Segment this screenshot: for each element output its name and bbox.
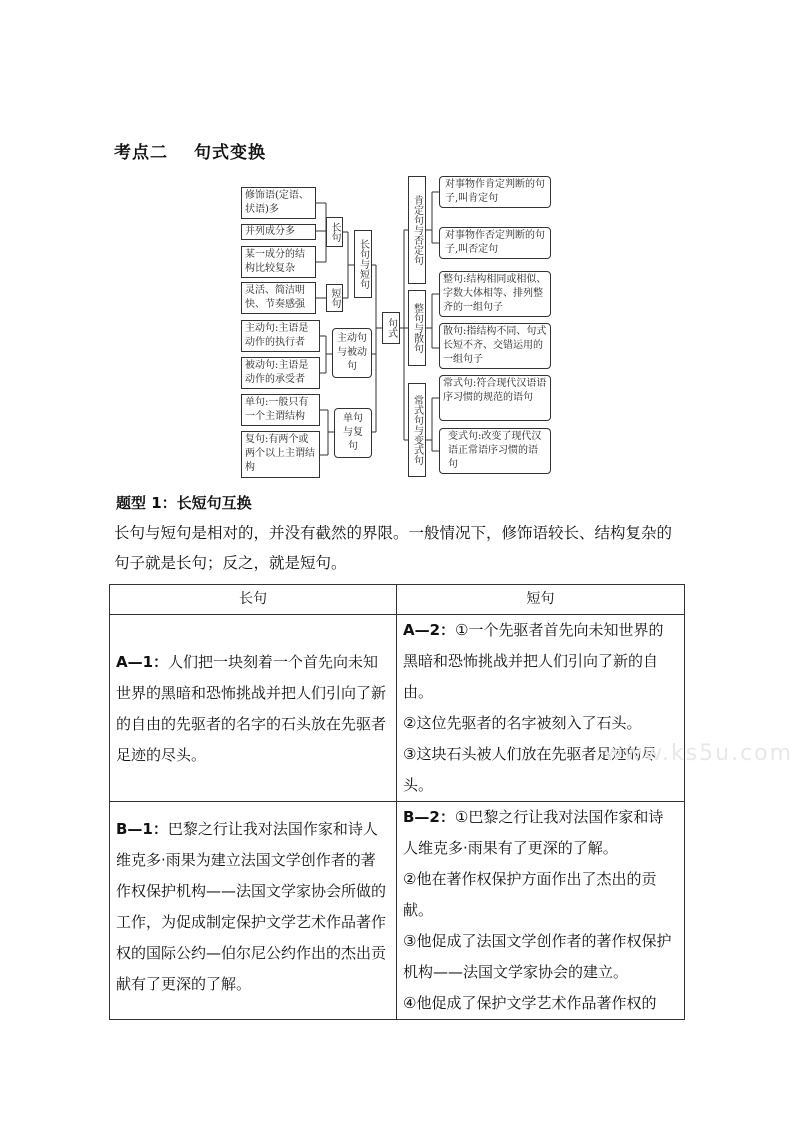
leaf-simple-sentence: 单句:一般只有一个主谓结构 — [241, 394, 320, 426]
branch-regular-loose: 整句与散句 — [408, 290, 426, 366]
leaf-loose-sentences: 散句:指结构不同、句式长短不齐、交错运用的一组句子 — [439, 323, 551, 369]
branch-active-passive: 主动句与被动句 — [332, 328, 372, 378]
cell-long-b: B—1：巴黎之行让我对法国作家和诗人维克多·雨果为建立法国文学创作者的著作权保护机构——法国文学家协会所做的工作，为促成制定保护文学艺术作品著作权的国际公约—伯尔尼公约作出的杰出贡献有了更深的了解。 — [110, 802, 397, 1020]
node-root-sentence-pattern: 句式 — [382, 312, 400, 344]
node-long-sentence: 长句 — [326, 217, 343, 247]
leaf-parallel: 并列成分多 — [241, 224, 316, 240]
leaf-inverted-order: 变式句:改变了现代汉语正常语序习惯的语句 — [439, 428, 551, 474]
branch-long-short: 长句与短句 — [354, 230, 372, 298]
leaf-complex-structure: 某一成分的结构比较复杂 — [241, 246, 316, 278]
question-type-title: 题型 1：长短句互换 — [116, 494, 252, 512]
leaf-modifier: 修饰语(定语、状语)多 — [241, 187, 316, 219]
cell-long-a: A—1：人们把一块刻着一个首先向未知世界的黑暗和恐怖挑战并把人们引向了新的自由的先驱者的名字的石头放在先驱者足迹的尽头。 — [110, 615, 397, 802]
intro-paragraph: 长句与短句是相对的，并没有截然的界限。一般情况下，修饰语较长、结构复杂的句子就是长句；反之，就是短句。 — [114, 524, 673, 572]
leaf-affirmative: 对事物作肯定判断的句子,叫肯定句 — [439, 176, 551, 208]
table-header-row — [110, 585, 685, 615]
leaf-passive: 被动句:主语是动作的承受者 — [241, 357, 320, 389]
leaf-active: 主动句:主语是动作的执行者 — [241, 320, 320, 352]
sentence-pattern-diagram — [236, 170, 562, 482]
header-long: 长句 — [110, 585, 397, 615]
leaf-short-features: 灵活、简洁明快、节奏感强 — [241, 282, 316, 314]
cell-short-b: B—2：①巴黎之行让我对法国作家和诗人维克多·雨果有了更深的了解。 ②他在著作权保护方面作出了杰出的贡献。 ③他促成了法国文学创作者的著作权保护机构——法国文学家协会的建立。 ④他促成了保护文学艺术作品著作权的 — [397, 802, 685, 1020]
branch-simple-compound: 单句与复句 — [334, 408, 372, 458]
leaf-compound-sentence: 复句:有两个或两个以上主谓结构 — [241, 431, 320, 478]
leaf-regular-sentences: 整句:结构相同或相似、字数大体相等、排列整齐的一组句子 — [439, 271, 551, 317]
node-short-sentence: 短句 — [326, 284, 343, 312]
table-row — [110, 802, 685, 1020]
branch-normal-inverted: 常式句与变式句 — [408, 383, 426, 477]
header-short: 短句 — [397, 585, 685, 615]
long-short-table — [109, 584, 685, 1020]
section-heading: 考点二 句式变换 — [114, 143, 266, 163]
leaf-normal-order: 常式句:符合现代汉语语序习惯的规范的语句 — [439, 375, 551, 421]
leaf-negative: 对事物作否定判断的句子,叫否定句 — [439, 227, 551, 259]
branch-affirmative-negative: 肯定句与否定句 — [408, 176, 426, 284]
table-row — [110, 615, 685, 802]
cell-short-a: A—2：①一个先驱者首先向未知世界的黑暗和恐怖挑战并把人们引向了新的自由。 ②这位先驱者的名字被刻入了石头。 ③这块石头被人们放在先驱者足迹的尽头。 — [397, 615, 685, 802]
watermark: www.ks5u.com — [604, 741, 794, 766]
